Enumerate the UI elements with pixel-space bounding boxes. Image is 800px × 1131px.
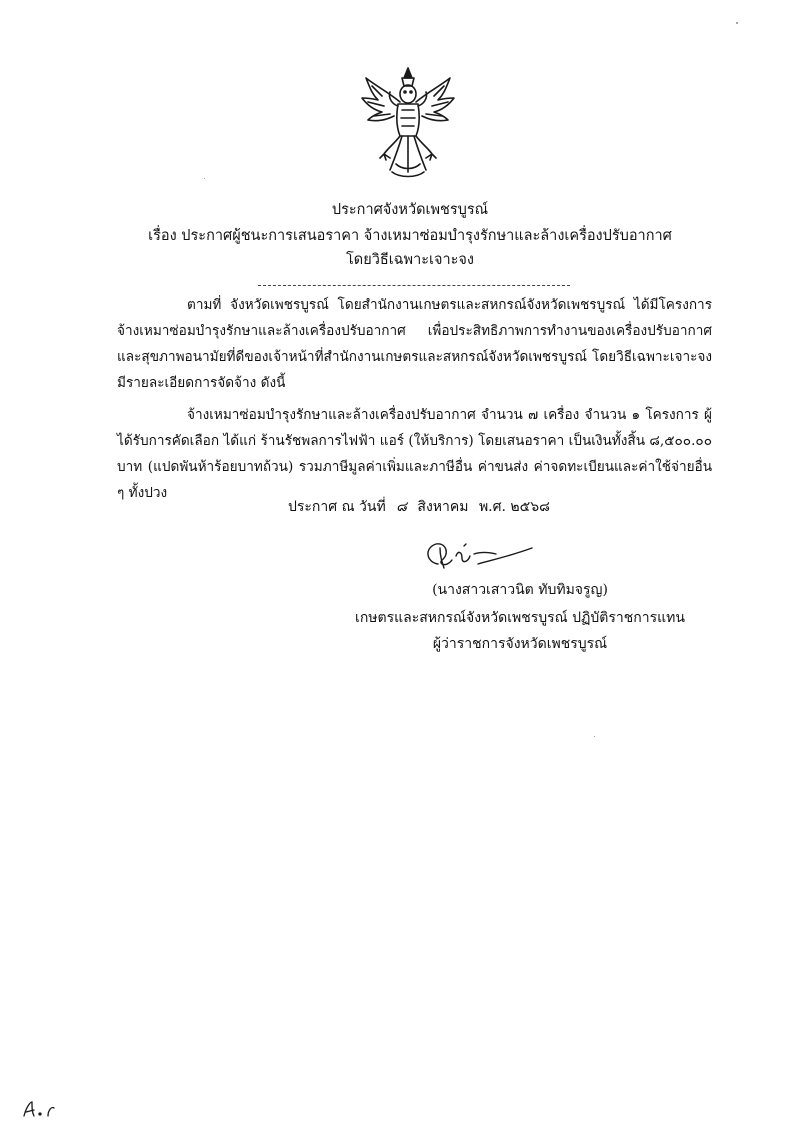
scan-speck <box>736 22 738 24</box>
signatory-position: เกษตรและสหกรณ์จังหวัดเพชรบูรณ์ ปฏิบัติราชการแทน <box>355 610 685 626</box>
handwritten-signature-icon <box>418 534 538 578</box>
paragraph-intro-text: ตามที่ จังหวัดเพชรบูรณ์ โดยสำนักงานเกษตรและสหกรณ์จังหวัดเพชรบูรณ์ ได้มีโครงการจ้างเหมาซ่อมบำรุงรักษาและล้างเครื่องปรับอากาศ เพื่อประสิทธิภาพการทำงานของเครื่องปรับอากาศและสุขภาพอนามัยที่ดีของเจ้าหน้าที่สำนักงานเกษตรและสหกรณ์จังหวัดเพชรบูรณ์ โดยวิธีเฉพาะเจาะจง มีรายละเอียดการจัดจ้าง ดังนี้ <box>117 297 712 391</box>
garuda-emblem-icon <box>358 64 458 180</box>
handwritten-initial-icon <box>20 1098 60 1118</box>
date-day: ๘ <box>396 499 407 515</box>
date-prefix: ประกาศ ณ วันที่ <box>288 499 386 515</box>
document-title: ประกาศจังหวัดเพชรบูรณ์ <box>331 202 489 218</box>
scan-speck <box>204 178 205 179</box>
signatory-name: (นางสาวเสาวนิต ทับทิมจรูญ) <box>432 582 608 598</box>
paragraph-details-text: จ้างเหมาซ่อมบำรุงรักษาและล้างเครื่องปรับอากาศ จำนวน ๗ เครื่อง จำนวน ๑ โครงการ ผู้ได้รับการคัดเลือก ได้แก่ ร้านรัชพลการไฟฟ้า แอร์ (ให้บริการ) โดยเสนอราคา เป็นเงินทั้งสิ้น ๘,๕๐๐.๐๐ บาท (แปดพันห้าร้อยบาทถ้วน) รวมภาษีมูลค่าเพิ่มและภาษีอื่น ค่าขนส่ง ค่าจดทะเบียนและค่าใช้จ่ายอื่น ๆ ทั้งปวง <box>117 407 712 501</box>
scan-speck <box>594 736 595 737</box>
announcement-date <box>288 496 556 518</box>
paragraph-intro <box>117 292 712 396</box>
date-month: สิงหาคม <box>417 499 469 515</box>
method-line: โดยวิธีเฉพาะเจาะจง <box>346 252 474 268</box>
date-year: พ.ศ. ๒๕๖๘ <box>478 499 550 515</box>
paragraph-details <box>117 402 712 506</box>
divider <box>258 285 570 286</box>
signatory-office: ผู้ว่าราชการจังหวัดเพชรบูรณ์ <box>432 636 608 652</box>
subject-line: เรื่อง ประกาศผู้ชนะการเสนอราคา จ้างเหมาซ่อมบำรุงรักษาและล้างเครื่องปรับอากาศ <box>148 228 672 244</box>
